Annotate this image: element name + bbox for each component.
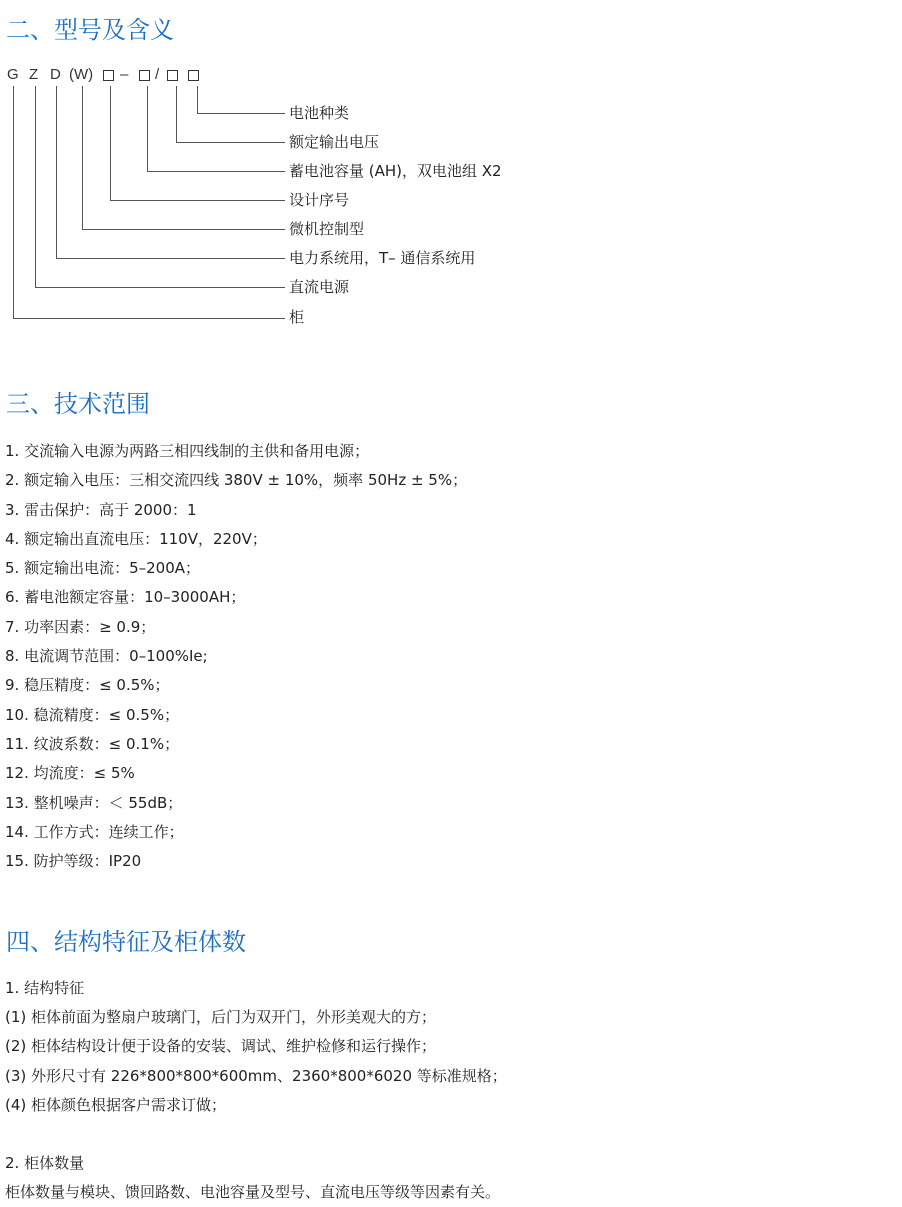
code-label-microcomputer: 微机控制型 (289, 220, 365, 238)
list-item: (2) 柜体结构设计便于设备的安装、调试、维护检修和运行操作； (5, 1037, 437, 1056)
structure-subtitle: 1. 结构特征 (5, 979, 85, 997)
code-label-dc-power: 直流电源 (289, 278, 350, 296)
tech-spec-list (5, 437, 467, 876)
connector-vertical (147, 86, 148, 171)
structure-list (5, 1003, 507, 1120)
connector-vertical (13, 86, 14, 318)
list-item: 3. 雷击保护：高于 2000：1 (5, 500, 197, 519)
code-w: (W) (69, 66, 94, 83)
list-item: 4. 额定输出直流电压：110V，220V； (5, 529, 267, 548)
connector-horizontal (197, 113, 285, 114)
code-box-design (103, 70, 114, 81)
code-box-capacity (139, 70, 150, 81)
connector-horizontal (110, 200, 285, 201)
code-label-design-no: 设计序号 (289, 191, 350, 209)
connector-horizontal (56, 258, 285, 259)
connector-horizontal (35, 287, 285, 288)
list-item: 14. 工作方式：连续工作； (5, 822, 184, 841)
list-item: 15. 防护等级：IP20 (5, 852, 142, 871)
code-box-voltage (167, 70, 178, 81)
code-dash: – (120, 66, 129, 83)
list-item: 8. 电流调节范围：0–100%Ie; (5, 647, 208, 666)
list-item: 12. 均流度：≤ 5% (5, 764, 135, 783)
list-item: 7. 功率因素：≥ 0.9； (5, 617, 156, 636)
connector-horizontal (13, 318, 285, 319)
code-letter-g: G (7, 66, 19, 83)
list-item: (3) 外形尺寸有 226*800*800*600mm、2360*800*6020 等标准规格； (5, 1066, 507, 1085)
list-item: 2. 额定输入电压：三相交流四线 380V ± 10%，频率 50Hz ± 5%； (5, 471, 468, 490)
cabinet-count-subtitle: 2. 柜体数量 (5, 1154, 85, 1172)
list-item: (4) 柜体颜色根据客户需求订做； (5, 1095, 227, 1114)
code-label-rated-voltage: 额定输出电压 (289, 133, 380, 151)
code-label-battery-type: 电池种类 (289, 104, 350, 122)
list-item: 9. 稳压精度：≤ 0.5%； (5, 676, 170, 695)
list-item: 5. 额定输出电流：5–200A； (5, 559, 201, 578)
code-label-capacity: 蓄电池容量 (AH)，双电池组 X2 (289, 162, 502, 180)
connector-horizontal (82, 229, 285, 230)
code-slash: / (155, 66, 160, 83)
connector-vertical (197, 86, 198, 113)
code-label-power-system: 电力系统用，T– 通信系统用 (289, 249, 476, 267)
connector-vertical (110, 86, 111, 200)
list-item: 6. 蓄电池额定容量：10–3000AH； (5, 588, 246, 607)
list-item: 11. 纹波系数：≤ 0.1%； (5, 734, 180, 753)
code-box-battery (188, 70, 199, 81)
code-letter-d: D (50, 66, 61, 83)
list-item: 10. 稳流精度：≤ 0.5%； (5, 705, 180, 724)
code-letter-z: Z (29, 66, 39, 83)
connector-vertical (82, 86, 83, 229)
connector-vertical (176, 86, 177, 142)
list-item: 13. 整机噪声：＜ 55dB； (5, 793, 183, 812)
section-title-model: 二、型号及含义 (6, 16, 174, 44)
section-title-structure: 四、结构特征及柜体数 (6, 928, 246, 956)
connector-vertical (35, 86, 36, 287)
connector-horizontal (147, 171, 285, 172)
connector-vertical (56, 86, 57, 258)
connector-horizontal (176, 142, 285, 143)
list-item: (1) 柜体前面为整扇户玻璃门，后门为双开门，外形美观大的方； (5, 1008, 437, 1026)
list-item: 1. 交流输入电源为两路三相四线制的主供和备用电源； (5, 442, 370, 460)
section-title-tech: 三、技术范围 (6, 390, 150, 418)
cabinet-count-note: 柜体数量与模块、馈回路数、电池容量及型号、直流电压等级等因素有关。 (5, 1183, 501, 1201)
code-label-cabinet: 柜 (289, 308, 305, 326)
